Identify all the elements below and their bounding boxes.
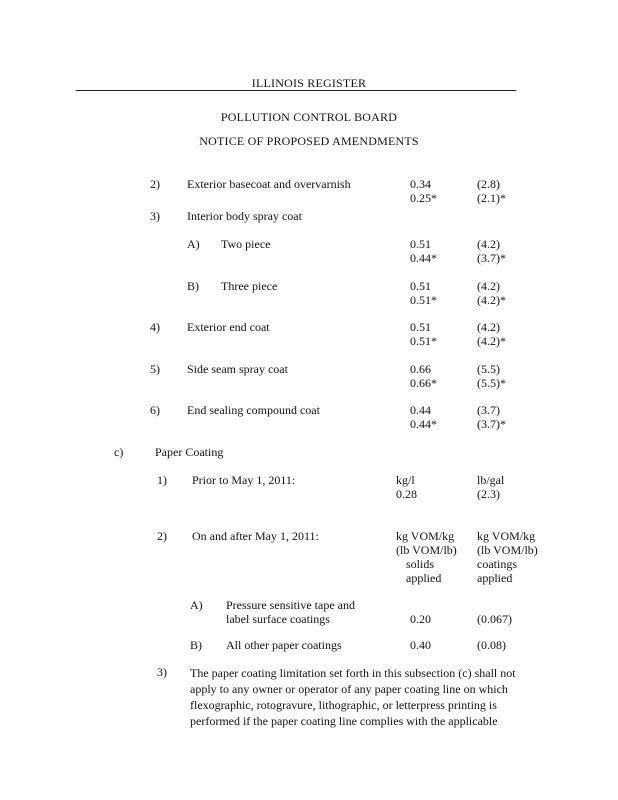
item-label: Three piece <box>221 279 278 293</box>
unit-header: kg/l <box>396 473 415 487</box>
item-number: 4) <box>150 320 160 334</box>
col1-header: (lb VOM/lb) <box>396 543 457 557</box>
item-number: 5) <box>150 362 160 376</box>
item-number: A) <box>190 598 203 612</box>
lb-value: (4.2) <box>477 320 500 334</box>
item-number: 2) <box>150 177 160 191</box>
register-title: ILLINOIS REGISTER <box>251 76 367 90</box>
lb-value: (2.8) <box>477 177 500 191</box>
item-label: Side seam spray coat <box>187 362 288 376</box>
kg-value-star: 0.44* <box>410 417 437 431</box>
item-number: 3) <box>150 209 160 223</box>
kg-value-star: 0.44* <box>410 251 437 265</box>
unit-header: lb/gal <box>477 473 505 487</box>
col1-header: solids <box>406 557 435 571</box>
board-title: POLLUTION CONTROL BOARD <box>220 110 398 124</box>
item-label: Interior body spray coat <box>187 209 302 223</box>
item-number: B) <box>187 279 199 293</box>
item-label: Pressure sensitive tape and <box>226 598 355 612</box>
kg-value: 0.40 <box>410 638 431 652</box>
kg-value: 0.51 <box>410 279 431 293</box>
col2-header: coatings <box>477 557 517 571</box>
header-rule <box>76 90 516 91</box>
lb-value: (4.2) <box>477 279 500 293</box>
item-label: On and after May 1, 2011: <box>192 529 319 543</box>
item-label: label surface coatings <box>226 612 330 626</box>
item-label: All other paper coatings <box>226 638 342 652</box>
item-number: 2) <box>157 529 167 543</box>
item-paragraph: The paper coating limitation set forth in this subsection (c) shall not apply to any owner or operator of any paper coating line on which flexographic, rotogravure, lithographic, or letterpress printing is performed if the paper coating line complies with the applicable <box>190 666 516 728</box>
lb-value: (0.067) <box>477 612 512 626</box>
lb-value-star: (4.2)* <box>477 293 506 307</box>
col1-header: kg VOM/kg <box>396 529 455 543</box>
kg-value-star: 0.51* <box>410 293 437 307</box>
item-number: 3) <box>157 665 167 679</box>
col2-header: kg VOM/kg <box>477 529 536 543</box>
kg-value: 0.20 <box>410 612 431 626</box>
lb-value-star: (3.7)* <box>477 417 506 431</box>
item-label: Exterior end coat <box>187 320 270 334</box>
kg-value: 0.44 <box>410 403 431 417</box>
item-label: End sealing compound coat <box>187 403 320 417</box>
notice-title: NOTICE OF PROPOSED AMENDMENTS <box>199 134 419 148</box>
lb-value: (2.3) <box>477 487 500 501</box>
col2-header: applied <box>477 571 513 585</box>
lb-value-star: (2.1)* <box>477 191 506 205</box>
kg-value: 0.51 <box>410 237 431 251</box>
item-number: 6) <box>150 403 160 417</box>
item-label: Prior to May 1, 2011: <box>192 473 296 487</box>
kg-value: 0.28 <box>396 487 417 501</box>
kg-value-star: 0.51* <box>410 334 437 348</box>
kg-value-star: 0.25* <box>410 191 437 205</box>
lb-value: (3.7) <box>477 403 500 417</box>
item-number: 1) <box>157 473 167 487</box>
lb-value: (5.5) <box>477 362 500 376</box>
kg-value: 0.34 <box>410 177 431 191</box>
lb-value: (0.08) <box>477 638 506 652</box>
lb-value: (4.2) <box>477 237 500 251</box>
col1-header: applied <box>406 571 442 585</box>
item-label: Exterior basecoat and overvarnish <box>187 177 351 191</box>
section-letter: c) <box>114 445 124 459</box>
lb-value-star: (4.2)* <box>477 334 506 348</box>
kg-value-star: 0.66* <box>410 376 437 390</box>
section-title: Paper Coating <box>155 445 224 459</box>
kg-value: 0.66 <box>410 362 431 376</box>
lb-value-star: (3.7)* <box>477 251 506 265</box>
item-number: B) <box>190 638 202 652</box>
item-number: A) <box>187 237 200 251</box>
col2-header: (lb VOM/lb) <box>477 543 538 557</box>
lb-value-star: (5.5)* <box>477 376 506 390</box>
item-label: Two piece <box>221 237 271 251</box>
kg-value: 0.51 <box>410 320 431 334</box>
